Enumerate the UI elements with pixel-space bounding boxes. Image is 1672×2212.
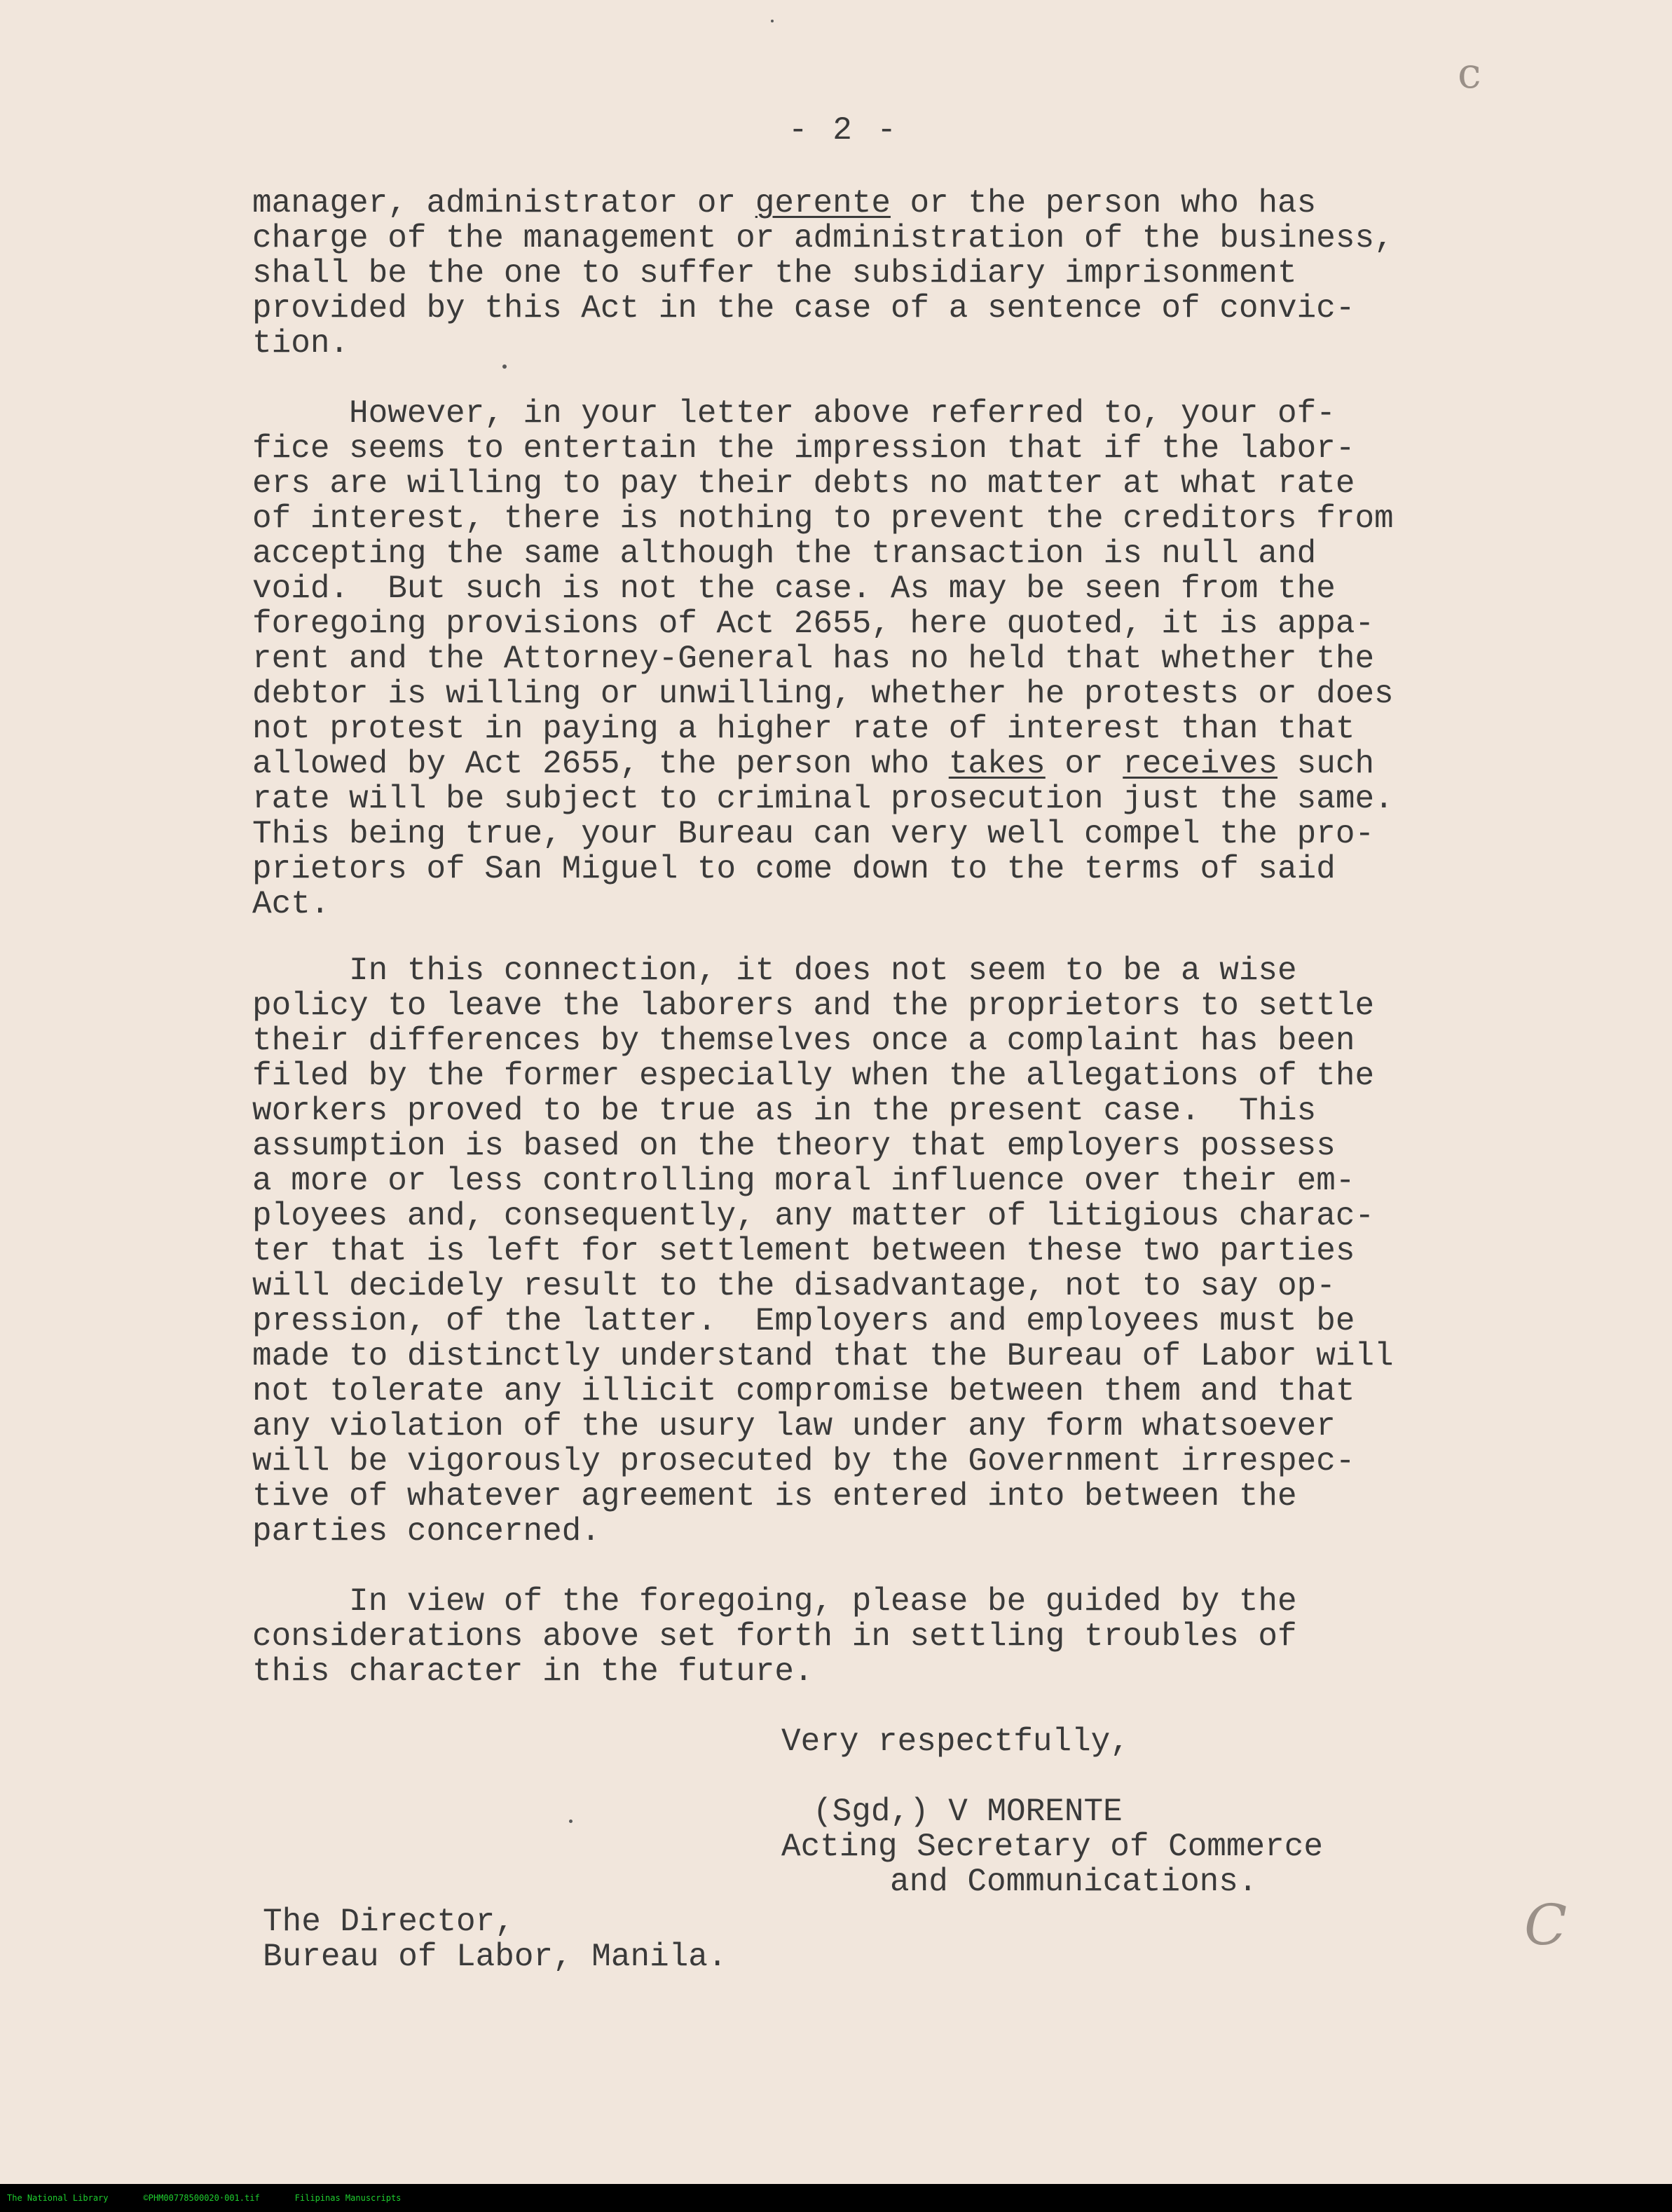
text-line: any violation of the usury law under any form whatsoever [252, 1408, 1336, 1445]
paper-speck [569, 1820, 573, 1823]
text-line: This being true, your Bureau can very well compel the pro- [252, 816, 1375, 852]
addressee-line-2: Bureau of Labor, Manila. [263, 1939, 727, 1975]
salutation: Very respectfully, [781, 1723, 1130, 1760]
paragraph-3 [252, 953, 1394, 1549]
footer-collection: Filipinas Manuscripts [294, 2193, 402, 2203]
text-line: However, in your letter above referred to, your of- [252, 395, 1336, 432]
text-line: foregoing provisions of Act 2655, here quoted, it is appa- [252, 606, 1375, 642]
text-line: charge of the management or administration of the business, [252, 220, 1394, 257]
text-line: shall be the one to suffer the subsidiary imprisonment [252, 255, 1297, 292]
paper-speck [771, 20, 774, 22]
text-line: made to distinctly understand that the Bureau of Labor will [252, 1338, 1394, 1374]
signatory-title-line-1: Acting Secretary of Commerce [781, 1829, 1323, 1865]
text-line: pression, of the latter. Employers and employees must be [252, 1303, 1355, 1339]
text-line: workers proved to be true as in the present case. This [252, 1093, 1317, 1129]
text-line: allowed by Act 2655, the person who takes or receives such [252, 746, 1375, 782]
text-line: accepting the same although the transaction is null and [252, 535, 1317, 572]
page-number: - 2 - [788, 112, 900, 149]
text-line: tion. [252, 325, 350, 362]
text-line: filed by the former especially when the allegations of the [252, 1058, 1375, 1094]
signatory-title-line-2: and Communications. [890, 1864, 1258, 1900]
text-line: a more or less controlling moral influence over their em- [252, 1163, 1355, 1199]
text-line: not protest in paying a higher rate of interest than that [252, 711, 1355, 747]
footer-file-id: ©PHM00778500020·001.tif [143, 2193, 260, 2203]
margin-mark-top: c [1458, 49, 1481, 98]
text-line: will be vigorously prosecuted by the Government irrespec- [252, 1443, 1355, 1480]
text-line: ployees and, consequently, any matter of litigious charac- [252, 1198, 1375, 1234]
text-line: rate will be subject to criminal prosecution just the same. [252, 781, 1394, 817]
text-line: their differences by themselves once a complaint has been [252, 1023, 1355, 1059]
footer-library: The National Library [7, 2193, 109, 2203]
text-line: In view of the foregoing, please be guided by the [252, 1583, 1297, 1620]
text-line: of interest, there is nothing to prevent the creditors from [252, 500, 1394, 537]
text-line: manager, administrator or gerente or the person who has [252, 185, 1317, 221]
paper-speck [502, 364, 507, 369]
text-line: void. But such is not the case. As may be seen from the [252, 571, 1336, 607]
underlined-word: receives [1123, 746, 1278, 782]
text-line: Act. [252, 886, 330, 922]
text-line: tive of whatever agreement is entered into between the [252, 1478, 1297, 1515]
text-line: prietors of San Miguel to come down to the terms of said [252, 851, 1336, 887]
check-mark: C [1524, 1892, 1568, 1958]
archive-footer-bar [0, 2184, 1672, 2212]
text-line: will decidely result to the disadvantage, not to say op- [252, 1268, 1336, 1304]
paragraph-1 [252, 186, 1394, 361]
text-line: ter that is left for settlement between these two parties [252, 1233, 1355, 1269]
text-line: this character in the future. [252, 1653, 814, 1690]
text-line: policy to leave the laborers and the proprietors to settle [252, 988, 1375, 1024]
addressee-line-1: The Director, [263, 1904, 514, 1940]
text-line: rent and the Attorney-General has no held that whether the [252, 641, 1375, 677]
underlined-word: gerente [755, 185, 891, 221]
paragraph-4 [252, 1584, 1297, 1689]
text-line: debtor is willing or unwilling, whether he protests or does [252, 676, 1394, 712]
text-line: assumption is based on the theory that employers possess [252, 1128, 1336, 1164]
underlined-word: takes [948, 746, 1046, 782]
text-line: parties concerned. [252, 1513, 601, 1550]
text-line: provided by this Act in the case of a sentence of convic- [252, 290, 1355, 327]
text-line: not tolerate any illicit compromise between them and that [252, 1373, 1355, 1409]
text-line: ers are willing to pay their debts no matter at what rate [252, 465, 1355, 502]
text-line: fice seems to entertain the impression that if the labor- [252, 430, 1355, 467]
text-line: considerations above set forth in settling troubles of [252, 1618, 1297, 1655]
paragraph-2 [252, 396, 1394, 922]
signature: (Sgd,) V MORENTE [813, 1794, 1123, 1830]
text-line: In this connection, it does not seem to be a wise [252, 953, 1297, 989]
